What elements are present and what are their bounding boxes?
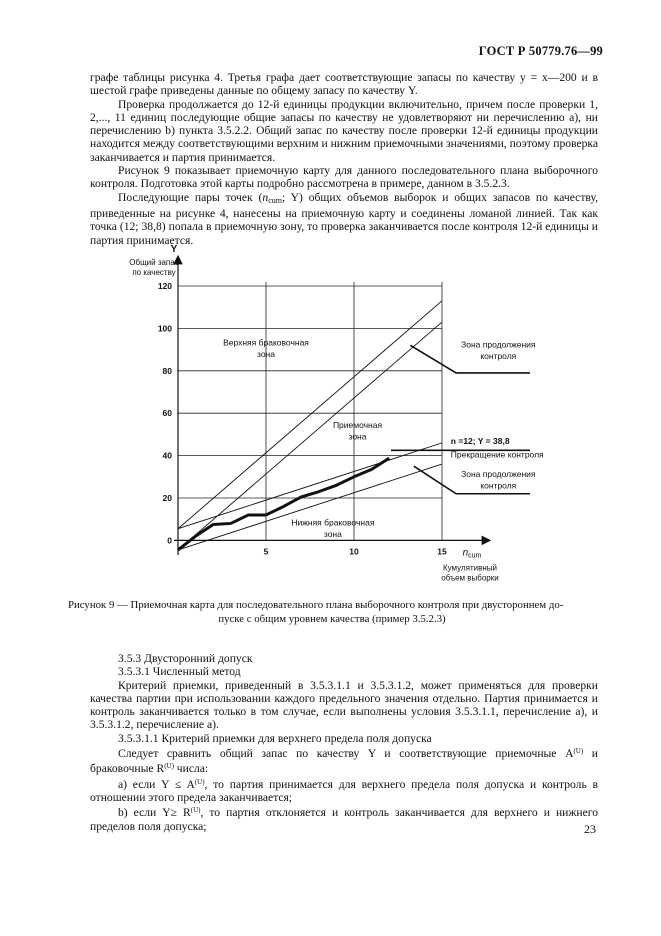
section-heading-3-5-3: 3.5.3 Двусторонний допуск	[118, 652, 253, 665]
x-tick-15: 15	[437, 546, 447, 557]
annotation-continue-top-line-2: контроля	[480, 351, 517, 362]
document-header: ГОСТ Р 50779.76—99	[478, 44, 603, 58]
x-axis-symbol: $n_{cum}$	[462, 547, 482, 560]
series-lower-rejection	[178, 464, 442, 550]
paragraph-4: Последующие пары точек ($n_{cum}$; Y) общих объемов выборок и общих запасов по качеству, приведенные на рисунке 4, нанесены на приемочную карту и соединены ломаной линией. Так как точка (12; 38,8) попала в приемочную зону, то проверка заканчивается после контроля 12-й единицы и партия принимается.	[90, 190, 598, 247]
y-axis-label-line-1: Общий запас	[129, 258, 179, 267]
zone-accept-line-1: Приемочная	[332, 420, 383, 431]
annotation-continue-top-line-1: Зона продолжения	[461, 339, 536, 350]
zone-accept-line-2: зона	[348, 431, 367, 442]
body-text-top	[90, 71, 598, 247]
y-axis-symbol: Y	[170, 244, 178, 255]
grid-lines	[178, 282, 442, 540]
annotation-continue-bottom-line-2: контроля	[480, 480, 517, 491]
zone-lower-line-1: Нижняя браковочная	[291, 517, 375, 528]
x-tick-5: 5	[263, 546, 269, 557]
paragraph-2: Проверка продолжается до 12-й единицы продукции включительно, причем после проверки 1, 2,..., 11 единиц последующие общие запасы по качеству не удовлетворяют ни перечислению а), ни перечислению b) пункта 3.5.2.2. Общий запас по качеству после проверки 12-й единицы продукции находится между соответствующими верхним и нижним приемочными значениями, поэтому проверка заканчивается и партия принимается.	[90, 97, 598, 164]
section-heading-3-5-3-1-1: 3.5.3.1.1 Критерий приемки для верхнего предела поля допуска	[118, 731, 432, 745]
x-tick-10: 10	[349, 546, 359, 557]
list-item-b: b) если $Y\ge R^{(U)}$, то партия отклоняется и контроль заканчивается для верхнего и нижнего пределов поля допуска;	[90, 806, 598, 833]
paragraph-1: графе таблицы рисунка 4. Третья графа дает соответствующие запасы по качеству y = x—200 и в шестой графе приведены данные по общему запасу по качеству Y.	[90, 71, 598, 98]
zone-upper-line-2: зона	[257, 349, 275, 360]
body-text-bottom	[90, 652, 598, 833]
zone-upper-line-1: Верхняя браковочная	[223, 337, 309, 348]
y-tick-100: 100	[157, 323, 172, 334]
y-axis-label-line-2: по качеству	[132, 268, 176, 277]
acceptance-chart	[100, 236, 544, 596]
axes	[174, 256, 490, 555]
y-tick-40: 40	[162, 450, 172, 461]
figure-caption-line-1: Рисунок 9 — Приемочная карта для последовательного плана выборочного контроля при двустороннем до-	[68, 599, 564, 611]
y-tick-120: 120	[157, 281, 172, 291]
page-number: 23	[584, 822, 596, 836]
figure-caption-line-2: пуске с общим уровнем качества (пример 3.5.2.3)	[218, 613, 446, 625]
figure-caption	[68, 598, 596, 626]
section-heading-3-5-3-1: 3.5.3.1 Численный метод	[118, 665, 241, 679]
annotation-stop-point: n =12; Y = 38,8	[450, 435, 510, 446]
x-axis-label-line-1: Кумулятивный	[442, 563, 498, 573]
paragraph-criterion: Критерий приемки, приведенный в 3.5.3.1.1 и 3.5.3.1.2, может применяться для проверки качества партии при использовании каждого предельного значения отдельно. Партия принимается и контроль заканчивается только в том случае, если выполнены условия 3.5.3.1.1, перечисление а), и 3.5.3.1.2, перечисление а).	[90, 678, 598, 732]
zone-lower-line-2: зона	[323, 529, 342, 540]
paragraph-compare: Следует сравнить общий запас по качеству Y и соответствующие приемочные $A^{(U)}$ и браковочные $R^{(U)}$ числа:	[90, 747, 598, 776]
list-item-a: а) если $Y \le A^{(U)}$, то партия принимается для верхнего предела поля допуска и контроль в отношении этого предела заканчивается;	[90, 777, 599, 804]
boundary-lines	[178, 301, 442, 550]
y-tick-60: 60	[162, 408, 172, 419]
annotation-stop-text: Прекращение контроля	[450, 449, 544, 460]
y-tick-20: 20	[162, 493, 172, 503]
tick-labels	[158, 281, 447, 556]
series-sample-path	[178, 458, 389, 550]
annotation-continue-bottom-line-1: Зона продолжения	[461, 468, 536, 479]
y-tick-80: 80	[162, 365, 172, 376]
y-tick-0: 0	[167, 535, 172, 546]
paragraph-3: Рисунок 9 показывает приемочную карту для данного последовательного плана выборочного контроля. Подготовка этой карты подробно рассмотрена в примере, данном в 3.5.2.3.	[90, 164, 598, 191]
x-axis-label-line-2: объем выборки	[441, 573, 499, 583]
